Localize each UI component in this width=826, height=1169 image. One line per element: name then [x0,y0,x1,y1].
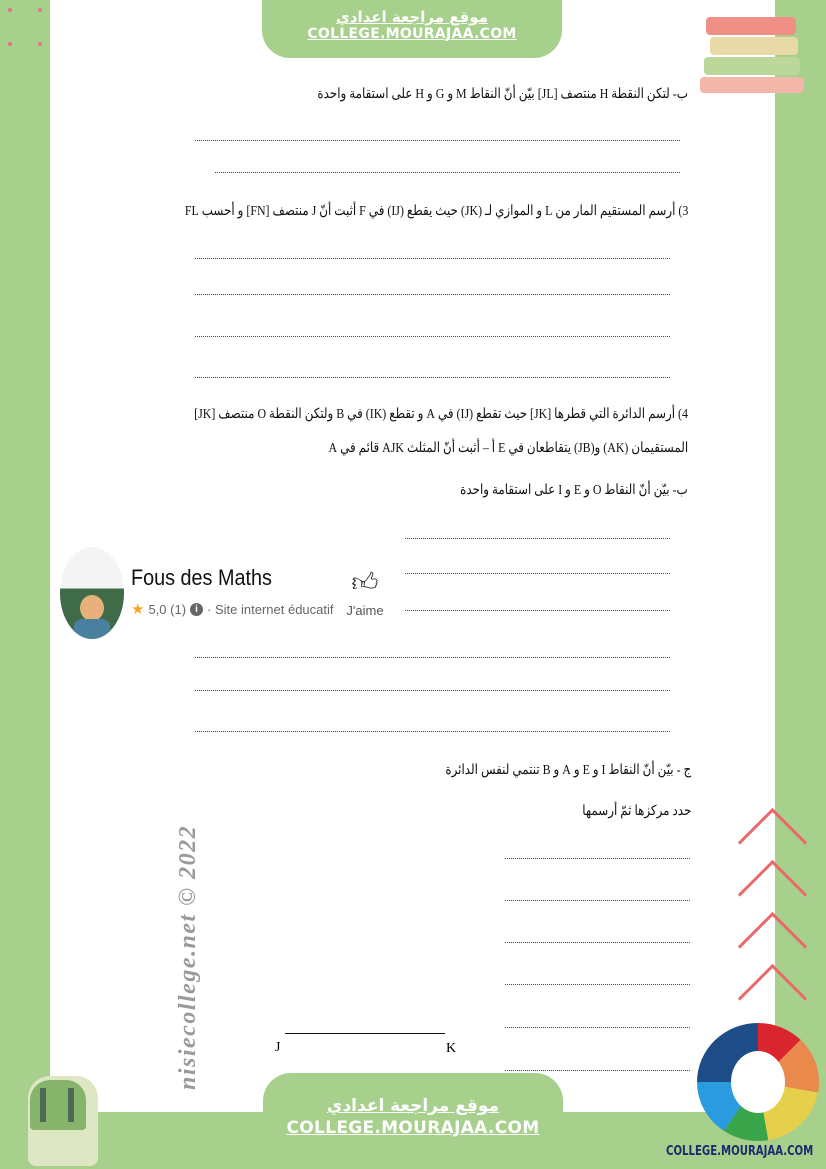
header-banner-url[interactable]: COLLEGE.MOURAJAA.COM [307,26,517,42]
books-icon [700,15,810,95]
question-4c: ج - بيّن أنّ النقاط I و E و A و B تنتمي لنفس الدائرة [445,763,691,778]
like-label: J'aime [346,603,384,618]
ad-title[interactable]: Fous des Maths [131,565,272,590]
info-icon[interactable]: i [190,603,203,616]
ad-rating: 5,0 (1) [148,601,187,617]
logo-caption[interactable]: COLLEGE.MOURAJAA.COM [666,1144,814,1159]
answer-line[interactable] [405,573,670,574]
footer-banner-url[interactable]: COLLEGE.MOURAJAA.COM [286,1118,540,1138]
answer-line[interactable] [195,336,670,337]
question-4c-2: حدد مركزها ثمّ أرسمها [581,804,691,819]
point-k-label: K [446,1041,457,1056]
header-banner[interactable] [262,0,562,58]
answer-line[interactable] [505,900,690,901]
watermark: nisiecollege.net © 2022 [175,824,201,1090]
header-banner-arabic: موقع مراجعة اعدادي [336,8,488,26]
footer-banner[interactable] [263,1073,563,1169]
answer-line[interactable] [405,538,670,539]
segment-jk [285,1033,445,1034]
answer-line[interactable] [505,942,690,943]
avatar [60,547,124,639]
answer-line[interactable] [405,610,670,611]
star-icon: ★ [131,601,145,618]
question-2b: ب- لتكن النقطة H منتصف [JL] بيّن أنّ النقاط M و G و H على استقامة واحدة [317,87,688,102]
answer-line[interactable] [505,1070,690,1071]
question-4b: ب- بيّن أنّ النقاط O و E و I على استقامة واحدة [460,483,688,498]
answer-line[interactable] [195,690,670,691]
ad-card[interactable] [58,545,398,645]
point-j-label: J [275,1040,281,1055]
answer-line[interactable] [195,377,670,378]
answer-line[interactable] [195,294,670,295]
answer-line[interactable] [505,1027,690,1028]
backpack-icon [18,1068,108,1168]
question-4-line1: 4) أرسم الدائرة التي قطرها [JK] حيث تقطع (IJ) في A و تقطع (IK) في B ولتكن النقطة O منتصف [JK] [194,407,688,422]
ad-category: · Site internet éducatif [207,601,334,617]
subjects-wheel-logo [697,1023,819,1141]
answer-line[interactable] [195,258,670,259]
footer-banner-arabic: موقع مراجعة اعدادي [326,1096,500,1116]
like-button[interactable] [340,567,390,618]
answer-line[interactable] [195,140,680,141]
thumbs-up-icon: 👍︎ [351,567,379,597]
answer-line[interactable] [505,984,690,985]
answer-line[interactable] [195,731,670,732]
question-4-line2: المستقيمان (AK) و(JB) يتقاطعان في E أ – أثبت أنّ المثلث AJK قائم في A [328,441,688,456]
answer-line[interactable] [505,858,690,859]
answer-line[interactable] [195,657,670,658]
answer-line[interactable] [215,172,680,173]
question-3: 3) أرسم المستقيم المار من L و الموازي لـ (JK) حيث يقطع (IJ) في F أثبت أنّ J منتصف [FN] و أحسب FL [184,204,688,219]
